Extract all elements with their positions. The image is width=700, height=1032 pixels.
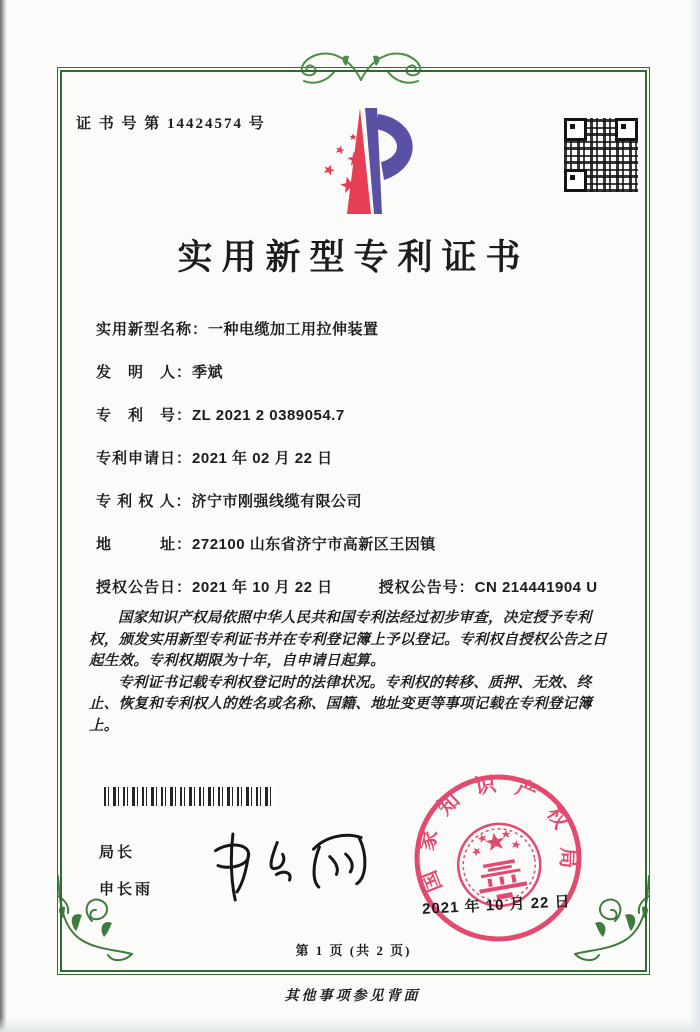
field-value: 272100 山东省济宁市高新区王因镇 <box>192 536 436 553</box>
field-label: 专 利 权 人： <box>96 493 192 510</box>
field-value: CN 214441904 U <box>474 579 598 596</box>
field-label: 专利申请日： <box>96 450 193 467</box>
scan-edge-shadow <box>690 0 700 1032</box>
qr-code <box>564 118 638 192</box>
field-label: 地 址： <box>96 536 193 553</box>
legal-paragraph-2: 专利证书记载专利权登记时的法律状况。专利权的转移、质押、无效、终止、恢复和专利权人的姓名或名称、国籍、地址变更等事项记载在专利登记簿上。 <box>89 674 593 734</box>
field-row-address <box>96 533 636 553</box>
director-block <box>99 834 153 908</box>
cnipa-patent-logo-icon <box>298 104 430 226</box>
legal-paragraph-1: 国家知识产权局依照中华人民共和国专利法经过初步审查，决定授予专利权，颁发实用新型专利证书并在专利登记簿上予以登记。专利权自授权公告之日起生效。专利权期限为十年，自申请日起算。 <box>89 610 607 669</box>
national-emblem <box>468 827 531 903</box>
seal-date: 2021 年 10 月 22 日 <box>421 893 571 918</box>
field-row-filing-date <box>96 447 636 467</box>
field-value: ZL 2021 2 0389054.7 <box>192 407 345 424</box>
field-label: 实用新型名称： <box>96 321 209 338</box>
field-value: 2021 年 10 月 22 日 <box>192 579 333 596</box>
field-label: 发 明 人： <box>96 364 193 381</box>
field-row-inventor <box>96 361 636 381</box>
qr-finder-pattern <box>564 118 587 141</box>
back-side-note: 其他事项参见背面 <box>284 989 421 1004</box>
page-indicator: 第 1 页 (共 2 页) <box>295 943 412 958</box>
top-flourish-ornament <box>288 38 434 96</box>
scan-edge-shadow <box>0 0 7 1032</box>
field-value: 2021 年 02 月 22 日 <box>192 450 333 467</box>
qr-finder-pattern <box>564 169 587 192</box>
certificate-number: 证 书 号 第 14424574 号 <box>76 116 266 132</box>
director-title: 局长 <box>99 844 136 861</box>
field-label: 授权公告号： <box>378 579 475 596</box>
field-row-patentee <box>96 490 636 510</box>
legal-text <box>89 608 621 737</box>
field-value: 济宁市刚强线缆有限公司 <box>191 493 363 510</box>
shen-changyu-signature-icon <box>195 817 388 912</box>
certificate-border <box>57 67 650 975</box>
field-value: 季斌 <box>192 364 224 381</box>
field-label: 专 利 号： <box>96 407 193 424</box>
field-row-grant-date-and-number <box>96 576 636 596</box>
svg-text:国家知识产权局 <box>401 759 584 897</box>
patent-fields <box>96 318 636 619</box>
field-row-name <box>96 318 636 338</box>
certificate-title: 实用新型专利证书 <box>177 238 530 277</box>
field-label: 授权公告日： <box>96 579 193 596</box>
director-name: 申长雨 <box>99 881 154 898</box>
field-row-patent-number <box>96 404 636 424</box>
field-value: 一种电缆加工用拉伸装置 <box>208 321 379 338</box>
qr-finder-pattern <box>615 118 638 141</box>
barcode <box>104 787 275 806</box>
seal-text: 国家知识产权局 <box>414 771 581 896</box>
cnipa-red-seal <box>396 756 600 960</box>
scan-edge-shadow <box>0 1018 700 1032</box>
